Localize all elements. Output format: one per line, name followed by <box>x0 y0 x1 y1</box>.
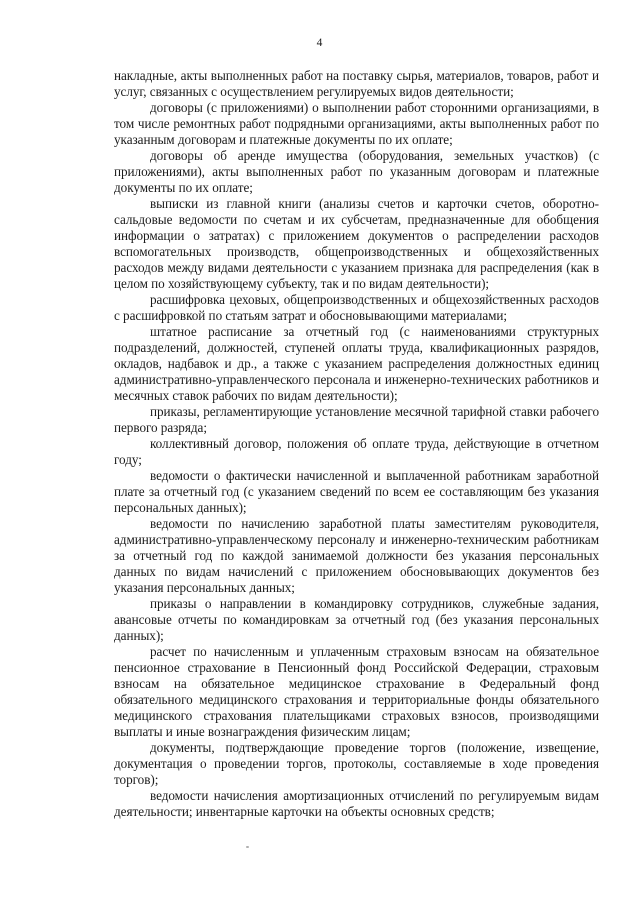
scan-artifact <box>246 846 249 848</box>
page-number: 4 <box>316 37 323 49</box>
paragraph-management-payroll: ведомости по начислению заработной платы заместителям руководителя, административно-управленческому персоналу и инженерно-техническим работникам за отчетный год по каждой занимаемой должности без указания персональных данных по видам начислений с приложением обосновывающих документов без указания персональных данных; <box>114 516 599 595</box>
paragraph-payroll-statements: ведомости о фактически начисленной и выплаченной работникам заработной плате за отчетный год (с указанием сведений по всем ее составляющим без указания персональных данных); <box>114 468 599 515</box>
paragraph-insurance-contributions: расчет по начисленным и уплаченным страховым взносам на обязательное пенсионное страхование в Пенсионный фонд Российской Федерации, страховым взносам на обязательное медицинское страхование в Федеральный фонд обязательного медицинского страхования и территориальные фонды обязательного медицинского страхования плательщиками страховых взносов, производящими выплаты и иные вознаграждения физическим лицам; <box>114 644 599 739</box>
paragraph-contracts-third-party: договоры (с приложениями) о выполнении работ сторонними организациями, в том числе ремонтных работ подрядными организациями, акты выполненных работ по указанным договорам и платежные документы по их оплате; <box>114 100 599 147</box>
paragraph-lease-contracts: договоры об аренде имущества (оборудования, земельных участков) (с приложениями), акты выполненных работ по указанным договорам и платежные документы по их оплате; <box>114 148 599 195</box>
paragraph-ledger-extracts: выписки из главной книги (анализы счетов и карточки счетов, оборотно-сальдовые ведомости по счетам и их субсчетам, предназначенные для обобщения информации о затратах) с приложением документов о распределении расходов вспомогательных производств, общепроизводственных и общехозяйственных расходов между видами деятельности с указанием признака для распределения (как в целом по хозяйствующему субъекту, так и по видам деятельности); <box>114 196 599 291</box>
paragraph-business-trips: приказы о направлении в командировку сотрудников, служебные задания, авансовые отчеты по командировкам за отчетный год (без указания персональных данных); <box>114 596 599 643</box>
paragraph-staff-schedule: штатное расписание за отчетный год (с наименованиями структурных подразделений, должностей, ступеней оплаты труда, квалификационных разрядов, окладов, надбавок и др., а также с указанием распределения должностных единиц административно-управленческого персонала и инженерно-технических работников и месячных ставок рабочих по видам деятельности); <box>114 324 599 403</box>
paragraph-invoices: накладные, акты выполненных работ на поставку сырья, материалов, товаров, работ и услуг, связанных с осуществлением регулируемых видов деятельности; <box>114 68 599 99</box>
paragraph-tender-documents: документы, подтверждающие проведение торгов (положение, извещение, документация о проведении торгов, протоколы, составляемые в ходе проведения торгов); <box>114 740 599 787</box>
paragraph-overhead-breakdown: расшифровка цеховых, общепроизводственных и общехозяйственных расходов с расшифровкой по статьям затрат и обосновывающими материалами; <box>114 292 599 323</box>
paragraph-collective-agreement: коллективный договор, положения об оплате труда, действующие в отчетном году; <box>114 436 599 467</box>
paragraph-tariff-orders: приказы, регламентирующие установление месячной тарифной ставки рабочего первого разряда; <box>114 404 599 435</box>
paragraph-depreciation: ведомости начисления амортизационных отчислений по регулируемым видам деятельности; инвентарные карточки на объекты основных средств; <box>114 788 599 819</box>
document-body <box>114 68 599 820</box>
